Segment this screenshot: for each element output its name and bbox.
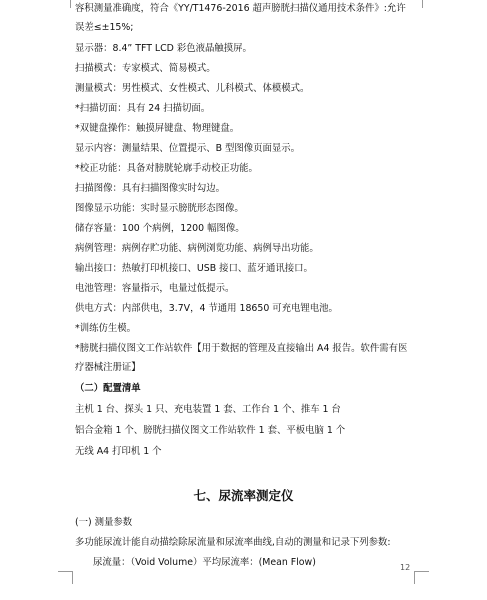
- line: 显示器：8.4” TFT LCD 彩色液晶触摸屏。: [75, 43, 252, 54]
- sub-heading: (一) 测量参数: [75, 517, 133, 528]
- crop-mark-bottom-right: [414, 571, 429, 584]
- line: 疗器械注册证】: [75, 362, 141, 373]
- line: 误差≤±15%;: [75, 22, 134, 33]
- line: 储存容量：100 个病例，1200 幅图像。: [75, 223, 245, 234]
- line: 图像显示功能：实时显示膀胱形态图像。: [75, 203, 244, 214]
- line: 供电方式：内部供电，3.7V，4 节通用 18650 可充电锂电池。: [75, 303, 338, 314]
- crop-mark-bottom-left: [58, 571, 73, 584]
- line: 扫描图像：具有扫描图像实时勾边。: [75, 183, 226, 194]
- line: *双键盘操作：触摸屏键盘、物理键盘。: [75, 123, 240, 134]
- config-heading: （二）配置清单: [75, 383, 141, 394]
- line: *扫描切面：具有 24 扫描切面。: [75, 103, 211, 114]
- sub-line: 多功能尿流计能自动描绘除尿流量和尿流率曲线,自动的测量和记录下列参数:: [75, 537, 391, 548]
- line: 显示内容：测量结果、位置提示、B 型图像页面显示。: [75, 143, 301, 154]
- line: 病例管理：病例存贮功能、病例浏览功能、病例导出功能。: [75, 243, 319, 254]
- line: 输出接口：热敏打印机接口、USB 接口、蓝牙通讯接口。: [75, 263, 313, 274]
- line: 扫描模式：专家模式、简易模式。: [75, 63, 216, 74]
- crop-mark-top-left: [58, 0, 71, 8]
- sub-line: 尿流量：（Void Volume）平均尿流率：(Mean Flow): [93, 557, 316, 568]
- line: 测量模式：男性模式、女性模式、儿科模式、体模模式。: [75, 83, 310, 94]
- line: *校正功能：具备对膀胱轮廓手动校正功能。: [75, 163, 258, 174]
- line: 容积测量准确度，符合《YY/T1476-2016 超声膀胱扫描仪通用技术条件》:允许: [75, 3, 406, 14]
- config-line: 铝合金箱 1 个、膀胱扫描仪图文工作站软件 1 套、平板电脑 1 个: [75, 425, 346, 436]
- crop-mark-top-right: [422, 0, 435, 8]
- line: 电池管理：容量指示，电量过低提示。: [75, 283, 235, 294]
- config-line: 无线 A4 打印机 1 个: [75, 446, 162, 457]
- config-line: 主机 1 台、探头 1 只、充电装置 1 套、工作台 1 个、推车 1 台: [75, 404, 341, 415]
- page-number: 12: [400, 563, 411, 572]
- section-title: 七、尿流率测定仪: [193, 488, 294, 503]
- line: *膀胱扫描仪图文工作站软件【用于数据的管理及直接输出 A4 报告。软件需有医: [75, 343, 408, 354]
- line: *训练仿生模。: [75, 323, 136, 334]
